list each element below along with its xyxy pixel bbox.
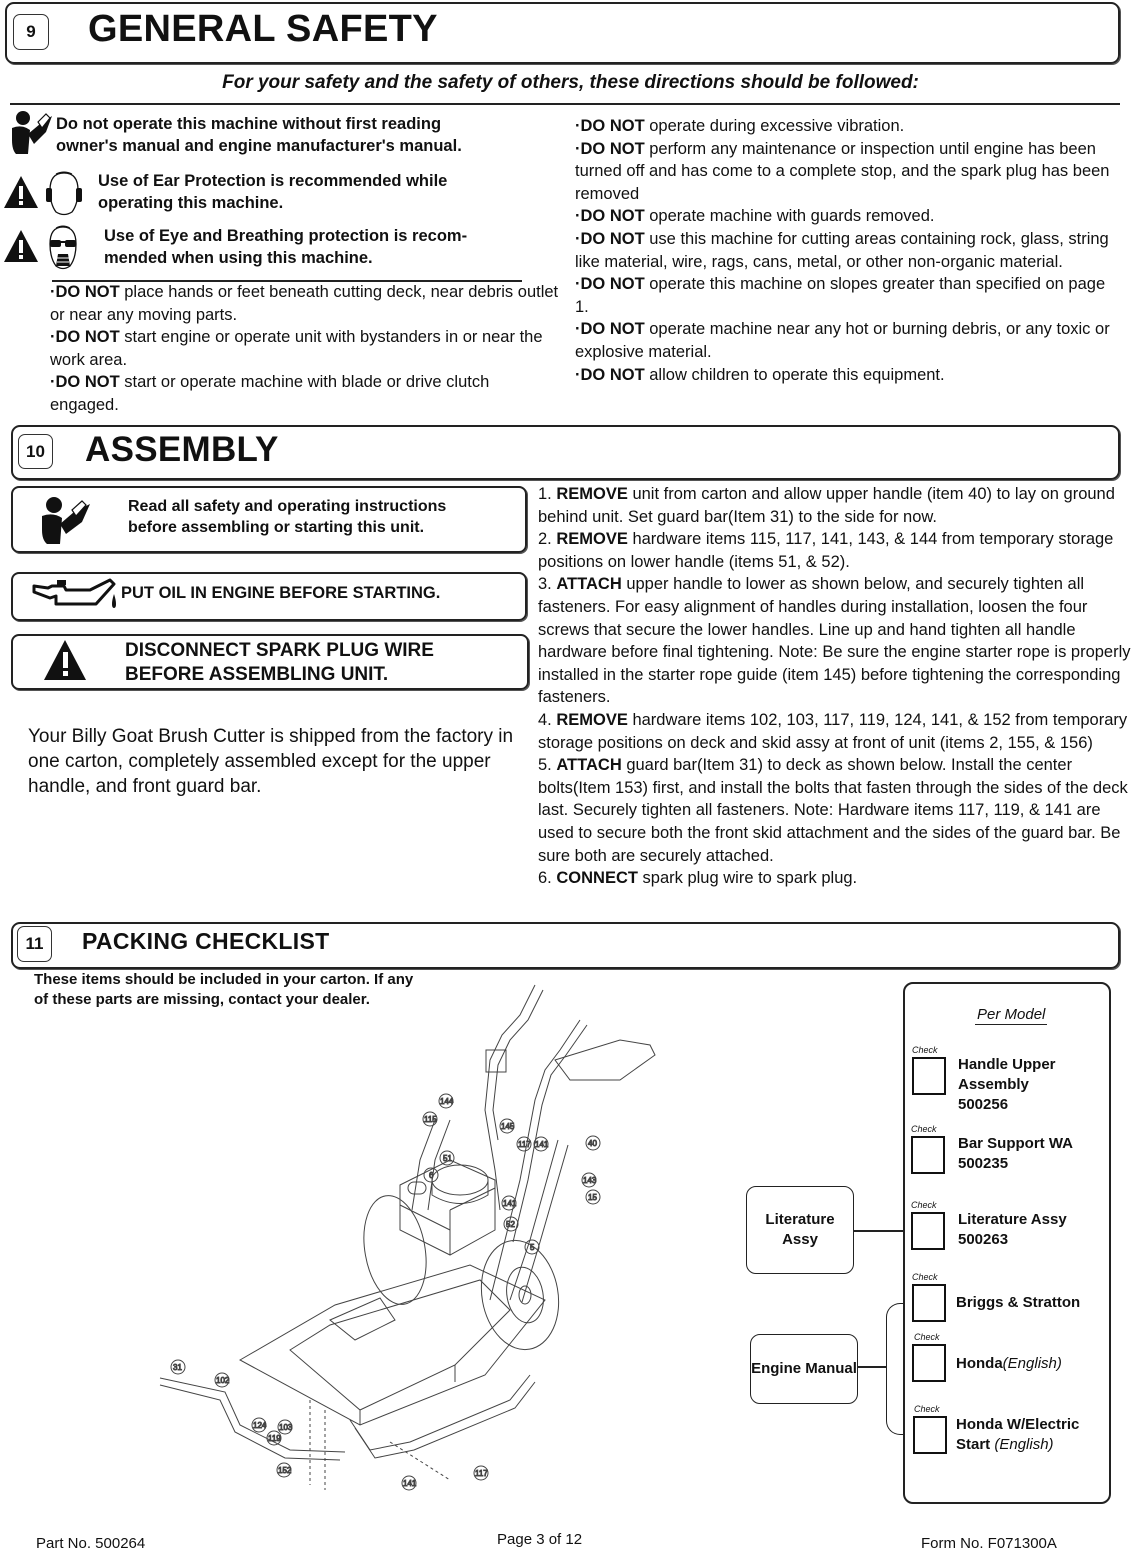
part-callouts — [171, 1094, 600, 1490]
svg-text:144: 144 — [440, 1097, 454, 1106]
svg-text:5: 5 — [530, 1243, 535, 1252]
reading-manual-icon — [8, 110, 56, 156]
warning-read-manual: Do not operate this machine without first reading owner's manual and engine manufacturer's manual. — [56, 115, 462, 155]
check-label: Check — [914, 1404, 940, 1414]
group-engine-manual: Engine Manual — [750, 1334, 858, 1404]
safety-rules-left — [50, 281, 560, 417]
checkbox-bar-support[interactable] — [911, 1136, 945, 1174]
safety-rules-right — [575, 115, 1120, 386]
eye-breathing-protection-icon — [46, 224, 80, 272]
reading-manual-icon — [38, 496, 94, 546]
warning-ear-protection: Use of Ear Protection is recommended while operating this machine. — [98, 172, 448, 212]
svg-text:119: 119 — [268, 1434, 281, 1443]
brush-cutter-exploded-diagram — [150, 980, 650, 1515]
safety-rule: ·DO NOT start engine or operate unit with bystanders in or near the work area. — [50, 328, 543, 369]
carton-note: These items should be included in your carton. If any of these parts are missing, contact your dealer. — [34, 971, 414, 1008]
svg-text:52: 52 — [506, 1220, 515, 1229]
safety-rule: ·DO NOT operate machine near any hot or burning debris, or any toxic or explosive material. — [575, 320, 1110, 361]
item-handle-upper: Handle Upper Assembly 500256 — [958, 1056, 1056, 1113]
svg-text:31: 31 — [173, 1363, 182, 1372]
check-label: Check — [911, 1124, 937, 1134]
svg-text:152: 152 — [278, 1466, 292, 1475]
footer-part-no: Part No. 500264 — [36, 1535, 146, 1552]
section-number: 10 — [18, 434, 53, 469]
svg-text:124: 124 — [253, 1421, 267, 1430]
checkbox-honda[interactable] — [912, 1344, 946, 1382]
assembly-step: 5. ATTACH guard bar(Item 31) to deck as shown below. Install the center bolts(Item 153) first, and install the bolts that fasten through the sides of the deck last. Securely tighten all fasteners. Note: Hardware items 117, 119, & 141 are used to secure both the front skid attachment and the sides of the guard bar. Be sure both are securely attached. — [538, 756, 1128, 865]
section-number: 9 — [13, 14, 49, 50]
checkbox-honda-electric[interactable] — [913, 1416, 947, 1454]
check-label: Check — [914, 1332, 940, 1342]
divider — [10, 103, 1120, 105]
assembly-intro: Your Billy Goat Brush Cutter is shipped from the factory in one carton, completely assembled except for the upper handle, and front guard bar. — [28, 726, 514, 797]
svg-text:117: 117 — [518, 1140, 531, 1149]
safety-rule: ·DO NOT perform any maintenance or inspection until engine has been turned off and has come to a complete stop, and the spark plug has been removed — [575, 139, 1110, 203]
per-model-title: Per Model — [977, 1006, 1046, 1023]
safety-rule: ·DO NOT use this machine for cutting areas containing rock, glass, string like material, wire, rags, cans, metal, or other non-organic material. — [575, 229, 1109, 271]
connector-line — [857, 1366, 887, 1368]
warning-eye-breathing-protection: Use of Eye and Breathing protection is recom- mended when using this machine. — [104, 227, 468, 267]
callout-spark-text: DISCONNECT SPARK PLUG WIRE BEFORE ASSEMBLING UNIT. — [125, 640, 434, 685]
assembly-step: 1. REMOVE unit from carton and allow upper handle (item 40) to lay on ground behind unit. Set guard bar(Item 31) to the side for now. — [538, 485, 1115, 526]
svg-text:145: 145 — [501, 1122, 515, 1131]
svg-text:15: 15 — [588, 1193, 597, 1202]
safety-rule: ·DO NOT place hands or feet beneath cutting deck, near debris outlet or near any moving parts. — [50, 283, 559, 324]
section-title: GENERAL SAFETY — [88, 8, 438, 50]
warning-triangle-icon — [2, 228, 40, 264]
item-honda: Honda(English) — [956, 1355, 1062, 1372]
warning-triangle-icon — [42, 638, 88, 682]
svg-text:141: 141 — [503, 1199, 517, 1208]
svg-text:51: 51 — [443, 1154, 452, 1163]
svg-text:141: 141 — [535, 1140, 549, 1149]
section-number: 11 — [17, 926, 52, 962]
svg-text:143: 143 — [583, 1176, 597, 1185]
svg-text:103: 103 — [279, 1423, 293, 1432]
check-label: Check — [912, 1045, 938, 1055]
assembly-steps — [538, 483, 1140, 890]
svg-text:6: 6 — [429, 1171, 434, 1180]
section-title: ASSEMBLY — [85, 430, 279, 469]
svg-text:102: 102 — [216, 1376, 230, 1385]
warning-triangle-icon — [2, 174, 40, 210]
checkbox-handle-upper[interactable] — [912, 1057, 946, 1095]
footer-form-no: Form No. F071300A — [921, 1535, 1057, 1552]
checkbox-briggs-stratton[interactable] — [912, 1284, 946, 1322]
svg-text:40: 40 — [588, 1139, 597, 1148]
safety-subtitle: For your safety and the safety of others, these directions should be followed: — [222, 72, 919, 93]
callout-oil-text: PUT OIL IN ENGINE BEFORE STARTING. — [121, 584, 441, 602]
safety-rule: ·DO NOT start or operate machine with blade or drive clutch engaged. — [50, 373, 490, 414]
assembly-step: 4. REMOVE hardware items 102, 103, 117, 119, 124, 141, & 152 from temporary storage positions on deck and skid assy at front of unit (items 2, 155, & 156) — [538, 710, 1128, 752]
item-bar-support: Bar Support WA 500235 — [958, 1135, 1073, 1172]
safety-rule: ·DO NOT operate during excessive vibration. — [575, 117, 905, 135]
ear-protection-icon — [46, 170, 82, 218]
assembly-step: 6. CONNECT spark plug wire to spark plug. — [538, 869, 858, 888]
item-briggs-stratton: Briggs & Stratton — [956, 1294, 1081, 1311]
svg-text:141: 141 — [403, 1479, 417, 1488]
section-title: PACKING CHECKLIST — [82, 928, 330, 954]
callout-read-text: Read all safety and operating instructions before assembling or starting this unit. — [128, 498, 447, 536]
assembly-step: 2. REMOVE hardware items 115, 117, 141, 143, & 144 from temporary storage positions on lower handle (items 51, & 52). — [538, 530, 1114, 571]
group-literature-assy: Literature Assy — [746, 1186, 854, 1274]
assembly-step: 3. ATTACH upper handle to lower as shown below, and securely tighten all fasteners. For easy alignment of handles during installation, loosen the four screws that secure the lower handles. Line up and hand tighten all handle hardware before final tightening. Note: Be sure the engine starter rope is properly installed in the starter rope guide (item 145) before tightening the corresponding fasteners. — [538, 575, 1131, 707]
check-label: Check — [911, 1200, 937, 1210]
safety-rule: ·DO NOT operate this machine on slopes greater than specified on page 1. — [575, 275, 1106, 316]
footer-page: Page 3 of 12 — [497, 1531, 583, 1548]
connector-line — [853, 1230, 904, 1232]
oil-can-icon — [30, 576, 118, 616]
checkbox-literature-assy[interactable] — [911, 1212, 945, 1250]
check-label: Check — [912, 1272, 938, 1282]
svg-text:117: 117 — [475, 1469, 488, 1478]
safety-rule: ·DO NOT operate machine with guards removed. — [575, 207, 935, 226]
svg-text:115: 115 — [424, 1115, 437, 1124]
bracket — [886, 1303, 903, 1435]
safety-rule: ·DO NOT allow children to operate this equipment. — [575, 365, 945, 384]
item-honda-electric: Honda W/Electric Start (English) — [956, 1416, 1080, 1453]
item-literature-assy: Literature Assy 500263 — [958, 1211, 1067, 1248]
